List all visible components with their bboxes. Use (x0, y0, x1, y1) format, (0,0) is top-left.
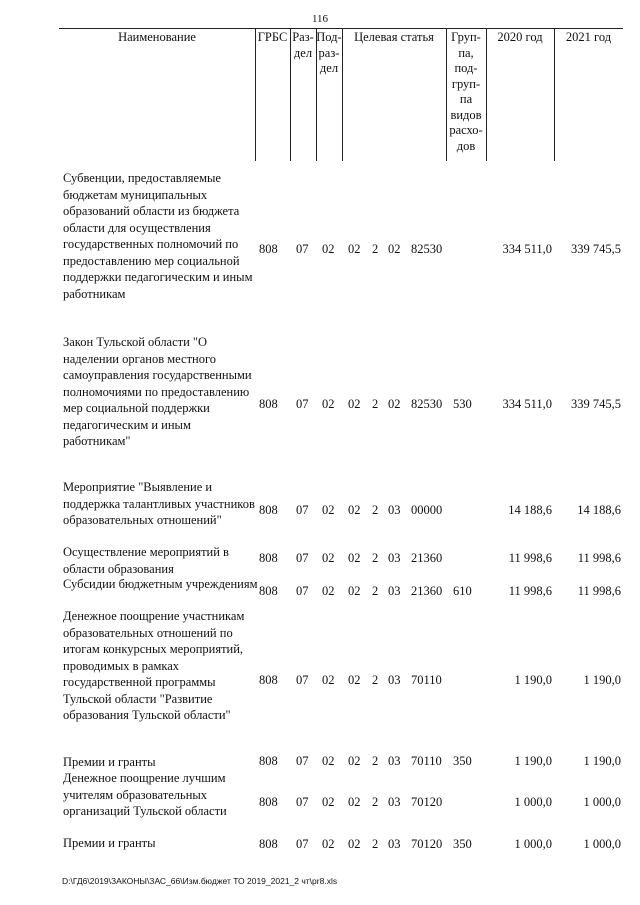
cell-podrazdel: 02 (322, 754, 335, 768)
page-number: 116 (311, 13, 329, 25)
cell-target-type: 2 (372, 673, 379, 687)
row-name: Мероприятие "Выявление и поддержка талантливых участников образовательных отношений" (63, 480, 255, 527)
cell-target-type: 2 (372, 503, 379, 517)
cell-2021: 1 000,0 (583, 837, 621, 851)
row-name: Субсидии бюджетным учреждениям (63, 577, 258, 591)
header-razdel: Раз- дел (292, 30, 314, 60)
cell-target-program: 02 (348, 503, 361, 517)
cell-razdel: 07 (296, 242, 309, 256)
cell-podrazdel: 02 (322, 503, 335, 517)
cell-grbs: 808 (259, 837, 278, 851)
row-name: Премии и гранты (63, 755, 156, 769)
row-name: Осуществление мероприятий в области образования (63, 545, 229, 576)
cell-2021: 339 745,5 (571, 397, 621, 411)
header-target: Целевая статья (354, 30, 434, 44)
cell-2020: 11 998,6 (508, 584, 552, 598)
cell-target-main: 03 (388, 551, 401, 565)
cell-podrazdel: 02 (322, 242, 335, 256)
cell-2020: 334 511,0 (502, 242, 552, 256)
cell-2021: 14 188,6 (577, 503, 621, 517)
cell-2020: 1 000,0 (514, 837, 552, 851)
cell-target-direction: 70110 (411, 754, 442, 768)
cell-razdel: 07 (296, 551, 309, 565)
cell-razdel: 07 (296, 673, 309, 687)
cell-target-type: 2 (372, 795, 379, 809)
cell-2020: 11 998,6 (508, 551, 552, 565)
cell-podrazdel: 02 (322, 837, 335, 851)
cell-target-program: 02 (348, 795, 361, 809)
cell-target-type: 2 (372, 837, 379, 851)
cell-vid: 530 (453, 397, 472, 411)
header-vid: Груп- па, под- груп- па видов расхо- дов (449, 30, 483, 153)
cell-target-direction: 82530 (411, 242, 443, 256)
cell-grbs: 808 (259, 795, 278, 809)
cell-target-main: 03 (388, 837, 401, 851)
cell-razdel: 07 (296, 397, 309, 411)
cell-target-program: 02 (348, 397, 361, 411)
cell-vid: 350 (453, 754, 472, 768)
cell-target-program: 02 (348, 673, 361, 687)
cell-2021: 1 190,0 (583, 673, 621, 687)
header-top-border (59, 28, 623, 29)
cell-target-direction: 21360 (411, 551, 443, 565)
cell-2020: 14 188,6 (508, 503, 552, 517)
cell-target-direction: 82530 (411, 397, 443, 411)
cell-target-program: 02 (348, 584, 361, 598)
row-name: Субвенции, предоставляемые бюджетам муниципальных образований области из бюджета области для осуществления государственных полномочий по предоставлению мер социальной поддержки педагогическим и иным работникам (63, 171, 253, 301)
cell-target-main: 03 (388, 673, 401, 687)
cell-grbs: 808 (259, 397, 278, 411)
cell-target-direction: 00000 (411, 503, 443, 517)
header-2021: 2021 год (565, 30, 612, 44)
cell-target-direction: 70110 (411, 673, 442, 687)
cell-2021: 339 745,5 (571, 242, 621, 256)
row-name: Премии и гранты (63, 836, 156, 850)
header-podrazdel: Под- раз- дел (316, 30, 342, 75)
cell-grbs: 808 (259, 754, 278, 768)
cell-grbs: 808 (259, 673, 278, 687)
cell-target-main: 02 (388, 397, 401, 411)
cell-target-direction: 21360 (411, 584, 443, 598)
cell-razdel: 07 (296, 754, 309, 768)
cell-target-main: 02 (388, 242, 401, 256)
header-2020: 2020 год (497, 30, 543, 44)
col-divider-podrazdel (342, 28, 343, 161)
cell-2020: 1 190,0 (514, 754, 552, 768)
cell-target-main: 03 (388, 584, 401, 598)
cell-target-main: 03 (388, 795, 401, 809)
cell-2021: 1 190,0 (583, 754, 621, 768)
cell-target-type: 2 (372, 584, 379, 598)
cell-target-main: 03 (388, 503, 401, 517)
row-name: Денежное поощрение участникам образовательных отношений по итогам конкурсных мероприятий, проводимых в рамках государственной программы Тульской области "Развитие образования Тульской области" (63, 609, 245, 722)
header-name: Наименование (118, 30, 196, 44)
cell-podrazdel: 02 (322, 397, 335, 411)
cell-razdel: 07 (296, 837, 309, 851)
cell-vid: 350 (453, 837, 472, 851)
cell-2020: 1 190,0 (514, 673, 552, 687)
cell-2021: 11 998,6 (577, 551, 621, 565)
cell-target-type: 2 (372, 242, 379, 256)
file-path-footer: D:\ГД6\2019\ЗАКОНЫ\ЗАС_66\Изм.бюджет ТО 2019_2021_2 чт\pr8.xls (62, 876, 338, 886)
row-name: Закон Тульской области "О наделении органов местного самоуправления государственными полномочиями по предоставлению мер социальной поддержки педагогическим и иным работникам" (63, 335, 252, 448)
cell-grbs: 808 (259, 584, 278, 598)
cell-vid: 610 (453, 584, 472, 598)
row-name: Денежное поощрение лучшим учителям образовательных организаций Тульской области (63, 771, 227, 818)
cell-target-program: 02 (348, 754, 361, 768)
cell-target-type: 2 (372, 754, 379, 768)
cell-2020: 334 511,0 (502, 397, 552, 411)
cell-razdel: 07 (296, 584, 309, 598)
cell-target-program: 02 (348, 242, 361, 256)
cell-target-main: 03 (388, 754, 401, 768)
cell-podrazdel: 02 (322, 584, 335, 598)
col-divider-vid (486, 28, 487, 161)
cell-grbs: 808 (259, 242, 278, 256)
cell-target-type: 2 (372, 397, 379, 411)
cell-razdel: 07 (296, 503, 309, 517)
cell-podrazdel: 02 (322, 795, 335, 809)
col-divider-2020 (554, 28, 555, 161)
col-divider-name (255, 28, 256, 161)
cell-podrazdel: 02 (322, 673, 335, 687)
cell-2021: 11 998,6 (577, 584, 621, 598)
cell-target-direction: 70120 (411, 795, 443, 809)
cell-2020: 1 000,0 (514, 795, 552, 809)
cell-razdel: 07 (296, 795, 309, 809)
cell-target-direction: 70120 (411, 837, 443, 851)
cell-grbs: 808 (259, 503, 278, 517)
cell-target-type: 2 (372, 551, 379, 565)
cell-podrazdel: 02 (322, 551, 335, 565)
cell-2021: 1 000,0 (583, 795, 621, 809)
cell-target-program: 02 (348, 837, 361, 851)
cell-grbs: 808 (259, 551, 278, 565)
cell-target-program: 02 (348, 551, 361, 565)
header-grbs: ГРБС (257, 30, 288, 44)
